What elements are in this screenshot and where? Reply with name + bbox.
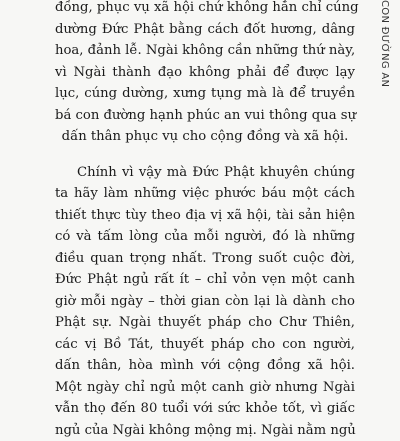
text-line: Đức Phật ngủ rất ít – chỉ vỏn vẹn một canh: [55, 269, 355, 291]
paragraph-2: [55, 162, 355, 441]
text-line: ngủ của Ngài không mộng mị. Ngài nằm ngủ: [55, 420, 355, 441]
text-line: đồng, phục vụ xã hội chứ không hẳn chỉ cúng: [55, 0, 355, 19]
text-line: dường Đức Phật bằng cách đốt hương, dâng: [55, 19, 355, 41]
text-line: ta hãy làm những việc phước báu một cách: [55, 183, 355, 205]
paragraph-1: [55, 0, 355, 148]
text-line: dấn thân phục vụ cho cộng đồng và xã hội.: [55, 126, 355, 148]
running-head: [374, 0, 394, 110]
text-line: Phật sự. Ngài thuyết pháp cho Chư Thiên,: [55, 312, 355, 334]
text-line: vì Ngài thành đạo không phải để được lạy: [55, 62, 355, 84]
text-line: có và tấm lòng của mỗi người, đó là những: [55, 226, 355, 248]
text-line: hoa, đảnh lễ. Ngài không cần những thứ này,: [55, 40, 355, 62]
body-text: [55, 0, 355, 441]
text-line: vẫn thọ đến 80 tuổi với sức khỏe tốt, vì giấc: [55, 398, 355, 420]
text-line: Một ngày chỉ ngủ một canh giờ nhưng Ngài: [55, 377, 355, 399]
paragraph-gap: [55, 148, 355, 162]
text-line: các vị Bồ Tát, thuyết pháp cho con người,: [55, 334, 355, 356]
text-line: lục, cúng dường, xưng tụng mà là để truyền: [55, 83, 355, 105]
text-line: Chính vì vậy mà Đức Phật khuyên chúng: [55, 162, 355, 184]
running-head-text: CON ĐƯỜNG AN: [379, 0, 390, 87]
text-line: thiết thực tùy theo địa vị xã hội, tài sản hiện: [55, 205, 355, 227]
text-line: dấn thân, hòa mình với cộng đồng xã hội.: [55, 355, 355, 377]
text-line: điều quan trọng nhất. Trong suốt cuộc đời,: [55, 248, 355, 270]
text-line: giờ mỗi ngày – thời gian còn lại là dành cho: [55, 291, 355, 313]
text-line: bá con đường hạnh phúc an vui thông qua sự: [55, 105, 355, 127]
